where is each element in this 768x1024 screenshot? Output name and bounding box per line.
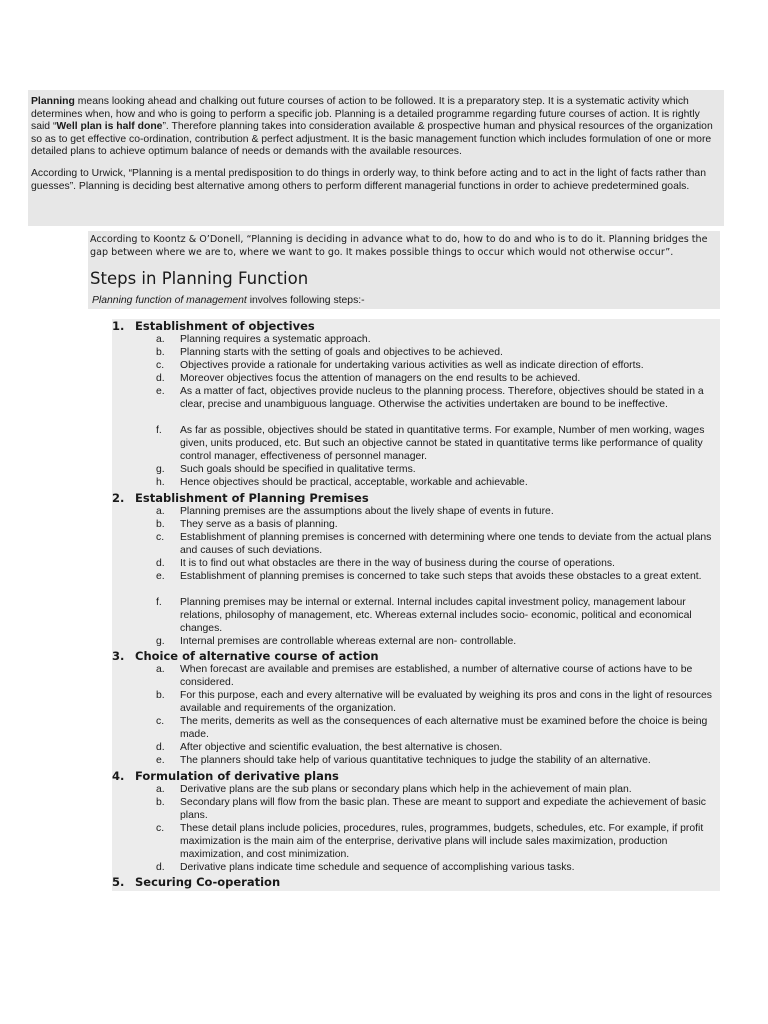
list-item-letter: b. (156, 347, 165, 358)
list-item (156, 360, 718, 373)
list-item-letter: h. (156, 477, 165, 488)
list-item-letter: f. (156, 425, 162, 436)
step-number: 1. (112, 319, 125, 333)
list-item-text: Planning premises are the assumptions about the lively shape of events in future. (180, 506, 554, 517)
list-item-letter: f. (156, 597, 162, 608)
list-item (156, 464, 718, 477)
list-item-letter: d. (156, 558, 165, 569)
section-subheading (92, 294, 718, 307)
list-item-text: Secondary plans will flow from the basic plan. These are meant to support and expediate the achievement of basic plans. (180, 797, 706, 821)
step-number: 4. (112, 769, 125, 783)
list-item (156, 373, 718, 386)
list-item-text: After objective and scientific evaluation, the best alternative is chosen. (180, 742, 503, 753)
list-item (156, 664, 718, 690)
list-item-letter: e. (156, 755, 165, 766)
list-item (156, 823, 718, 861)
list-item-text: Objectives provide a rationale for undertaking various activities as well as indicate direction of efforts. (180, 360, 644, 371)
list-item-text: Internal premises are controllable whereas external are non- controllable. (180, 636, 517, 647)
list-item (156, 690, 718, 716)
list-item-letter: c. (156, 823, 165, 834)
list-item-letter: e. (156, 571, 165, 582)
step-title (112, 875, 280, 889)
step-title-text: Choice of alternative course of action (135, 649, 379, 663)
list-item-text: When forecast are available and premises are established, a number of alternative course of actions have to be considered. (180, 664, 693, 688)
intro-paragraph-1 (31, 96, 721, 159)
intro-text: ”. Therefore planning takes into consideration available & prospective human and physical resources of the organization so as to get effective co-ordination, contribution & perfect adjustment. It is the basic management function which includes formulation of one or more detailed plans to achieve optimum balance of needs or demands with the available resources. (31, 121, 713, 158)
list-item (156, 862, 718, 875)
list-item-text: Derivative plans are the sub plans or secondary plans which help in the achievement of main plan. (180, 784, 632, 795)
list-item (156, 347, 718, 360)
subheading-italic: Planning function of management (92, 295, 247, 306)
list-item-letter: d. (156, 373, 165, 384)
list-item (156, 597, 718, 635)
step-number: 3. (112, 649, 125, 663)
list-item-letter: c. (156, 532, 165, 543)
list-item-text: For this purpose, each and every alternative will be evaluated by weighing its pros and cons in the light of resources available and requirements of the organization. (180, 690, 712, 714)
list-item-letter: a. (156, 664, 165, 675)
list-item (156, 532, 718, 558)
list-item-text: The planners should take help of various quantitative techniques to judge the stability of an alternative. (180, 755, 651, 766)
step-title (112, 319, 315, 333)
koontz-quote: According to Koontz & O’Donell, “Planning is deciding in advance what to do, how to do and who is to do it. Planning bridges the gap between where we are to, where we want to go. It makes possible things to occur which would not otherwise occur”. (90, 234, 708, 258)
steps-list (112, 319, 720, 891)
step-title (112, 649, 379, 663)
list-item-letter: c. (156, 360, 165, 371)
list-item-text: They serve as a basis of planning. (180, 519, 338, 530)
list-item (156, 784, 718, 797)
intro-paragraph-2: According to Urwick, “Planning is a mental predisposition to do things in orderly way, to think before acting and to act in the light of facts rather than guesses”. Planning is deciding best alternative among others to perform different managerial functions in order to achieve predetermined goals. (31, 167, 706, 192)
list-item-text: Planning premises may be internal or external. Internal includes capital investment policy, management labour relations, philosophy of management, etc. Whereas external includes socio- economic, political and economical changes. (180, 597, 692, 634)
list-item-text: It is to find out what obstacles are there in the way of business during the course of operations. (180, 558, 615, 569)
list-item-text: Establishment of planning premises is concerned to take such steps that avoids these obstacles to a great extent. (180, 571, 702, 582)
list-item (156, 571, 718, 584)
list-item-letter: a. (156, 784, 165, 795)
list-item (156, 477, 718, 490)
well-plan-quote: Well plan is half done (56, 121, 163, 133)
list-item-text: Such goals should be specified in qualitative terms. (180, 464, 416, 475)
list-item-letter: a. (156, 334, 165, 345)
list-item (156, 506, 718, 519)
list-item (156, 425, 718, 463)
intro-section (28, 90, 724, 226)
list-item-text: Planning requires a systematic approach. (180, 334, 371, 345)
planning-term: Planning (31, 96, 75, 107)
list-item-text: Establishment of planning premises is concerned with determining where one tends to deviate from the actual plans and causes of such deviations. (180, 532, 712, 556)
step-title (112, 491, 369, 505)
koontz-section (88, 231, 720, 309)
list-item-letter: g. (156, 636, 165, 647)
intro-text: means looking ahead and chalking out future courses of action to be followed. It is a preparatory step. It is a systematic activity which determines when, how and who is going to perform a specific job. Planning is a detailed programme regarding future courses of action. It is rightly said “ (31, 96, 700, 133)
list-item (156, 519, 718, 532)
list-item (156, 558, 718, 571)
list-item-text: These detail plans include policies, procedures, rules, programmes, budgets, schedules, etc. For example, if profit maximization is the main aim of the enterprise, derivative plans will include sales maximization, production maximization, and cost minimization. (180, 823, 704, 860)
step-title-text: Establishment of Planning Premises (135, 491, 369, 505)
list-item-letter: d. (156, 742, 165, 753)
section-heading: Steps in Planning Function (90, 269, 309, 288)
list-item (156, 755, 718, 768)
list-item-text: Moreover objectives focus the attention of managers on the end results to be achieved. (180, 373, 581, 384)
list-item-text: Derivative plans indicate time schedule and sequence of accomplishing various tasks. (180, 862, 575, 873)
list-item (156, 716, 718, 742)
step-title-text: Establishment of objectives (135, 319, 315, 333)
step-title-text: Securing Co-operation (135, 875, 281, 889)
list-item-letter: g. (156, 464, 165, 475)
list-item-text: Planning starts with the setting of goals and objectives to be achieved. (180, 347, 503, 358)
list-item-text: Hence objectives should be practical, acceptable, workable and achievable. (180, 477, 528, 488)
list-item (156, 334, 718, 347)
list-item (156, 636, 718, 649)
step-title-text: Formulation of derivative plans (135, 769, 339, 783)
list-item (156, 797, 718, 823)
list-item-letter: d. (156, 862, 165, 873)
list-item-letter: e. (156, 386, 165, 397)
step-number: 5. (112, 875, 125, 889)
list-item (156, 386, 718, 412)
list-item-text: As a matter of fact, objectives provide nucleus to the planning process. Therefore, objectives should be stated in a clear, precise and unambiguous language. Otherwise the activities undertaken are bound to be ineffective. (180, 386, 704, 410)
list-item-letter: b. (156, 690, 165, 701)
list-item-letter: b. (156, 797, 165, 808)
list-item (156, 742, 718, 755)
list-item-text: The merits, demerits as well as the consequences of each alternative must be examined before the choice is being made. (180, 716, 708, 740)
list-item-letter: b. (156, 519, 165, 530)
list-item-letter: c. (156, 716, 165, 727)
list-item-text: As far as possible, objectives should be stated in quantitative terms. For example, Number of men working, wages given, units produced, etc. But such an objective cannot be stated in quantitative terms like performance of quality control manager, effectiveness of personnel manager. (180, 425, 705, 462)
step-number: 2. (112, 491, 125, 505)
step-title (112, 769, 339, 783)
list-item-letter: a. (156, 506, 165, 517)
subheading-text: involves following steps:- (246, 295, 365, 306)
